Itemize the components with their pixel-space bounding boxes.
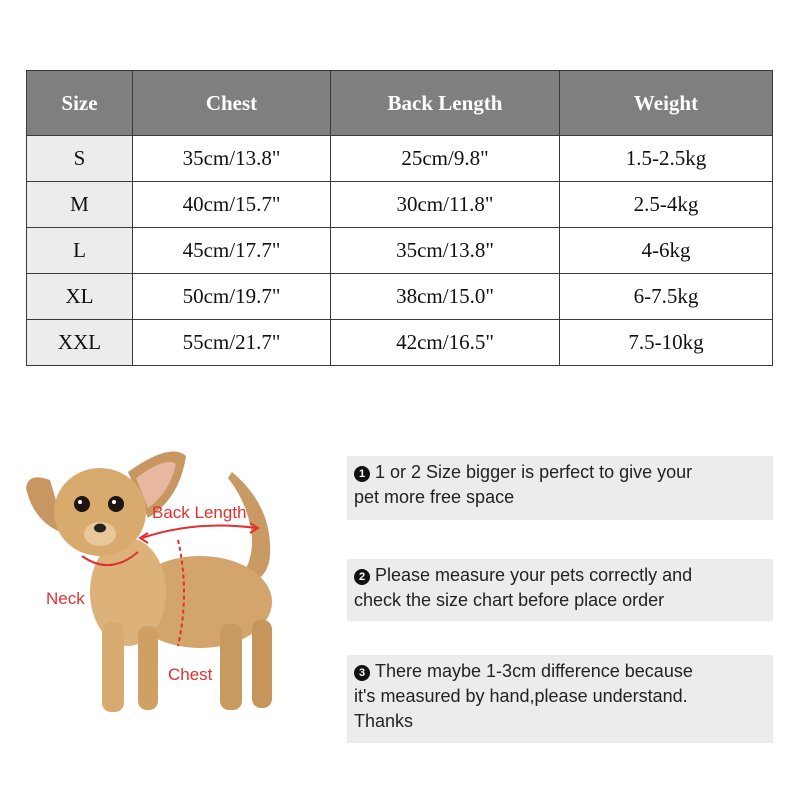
table-row <box>27 228 773 274</box>
note-1 <box>347 456 773 520</box>
cell-chest: 40cm/15.7" <box>133 182 331 228</box>
cell-back-length: 42cm/16.5" <box>331 320 560 366</box>
dog-nose <box>94 524 106 533</box>
label-chest: Chest <box>168 665 213 684</box>
table-header-row <box>27 71 773 136</box>
header-weight: Weight <box>560 71 773 136</box>
dog-leg-front-left <box>102 622 124 712</box>
cell-back-length: 30cm/11.8" <box>331 182 560 228</box>
dog-eye-right <box>108 496 124 512</box>
label-back-length: Back Length <box>152 503 247 522</box>
size-chart-table <box>26 70 773 366</box>
table-row <box>27 320 773 366</box>
cell-size: L <box>27 228 133 274</box>
cell-weight: 4-6kg <box>560 228 773 274</box>
note-1-line2: pet more free space <box>354 487 515 507</box>
number-2-icon: 2 <box>354 569 370 585</box>
dog-eye-left <box>74 496 90 512</box>
cell-weight: 7.5-10kg <box>560 320 773 366</box>
note-3 <box>347 655 773 743</box>
note-3-line3: Thanks <box>354 711 414 731</box>
table-row <box>27 182 773 228</box>
cell-size: XXL <box>27 320 133 366</box>
cell-size: S <box>27 136 133 182</box>
cell-back-length: 35cm/13.8" <box>331 228 560 274</box>
cell-back-length: 38cm/15.0" <box>331 274 560 320</box>
header-back-length: Back Length <box>331 71 560 136</box>
table-row <box>27 274 773 320</box>
cell-weight: 2.5-4kg <box>560 182 773 228</box>
cell-weight: 1.5-2.5kg <box>560 136 773 182</box>
dog-leg-back-left <box>220 624 242 710</box>
cell-size: XL <box>27 274 133 320</box>
note-2-line2: check the size chart before place order <box>354 590 665 610</box>
cell-weight: 6-7.5kg <box>560 274 773 320</box>
dog-measurement-illustration <box>20 432 320 732</box>
dog-leg-back-right <box>252 620 272 708</box>
note-1-line1: 1 or 2 Size bigger is perfect to give your <box>375 462 693 482</box>
cell-back-length: 25cm/9.8" <box>331 136 560 182</box>
back-length-arrow <box>142 526 256 538</box>
note-2-line1: Please measure your pets correctly and <box>375 565 693 585</box>
cell-chest: 45cm/17.7" <box>133 228 331 274</box>
table-row <box>27 136 773 182</box>
note-3-line1: There maybe 1-3cm difference because <box>375 661 693 681</box>
dog-leg-front-right <box>138 626 158 710</box>
cell-size: M <box>27 182 133 228</box>
note-2 <box>347 559 773 621</box>
number-3-icon: 3 <box>354 665 370 681</box>
cell-chest: 35cm/13.8" <box>133 136 331 182</box>
label-neck: Neck <box>46 589 85 608</box>
note-3-line2: it's measured by hand,please understand. <box>354 686 688 706</box>
cell-chest: 50cm/19.7" <box>133 274 331 320</box>
cell-chest: 55cm/21.7" <box>133 320 331 366</box>
header-size: Size <box>27 71 133 136</box>
header-chest: Chest <box>133 71 331 136</box>
number-1-icon: 1 <box>354 466 370 482</box>
